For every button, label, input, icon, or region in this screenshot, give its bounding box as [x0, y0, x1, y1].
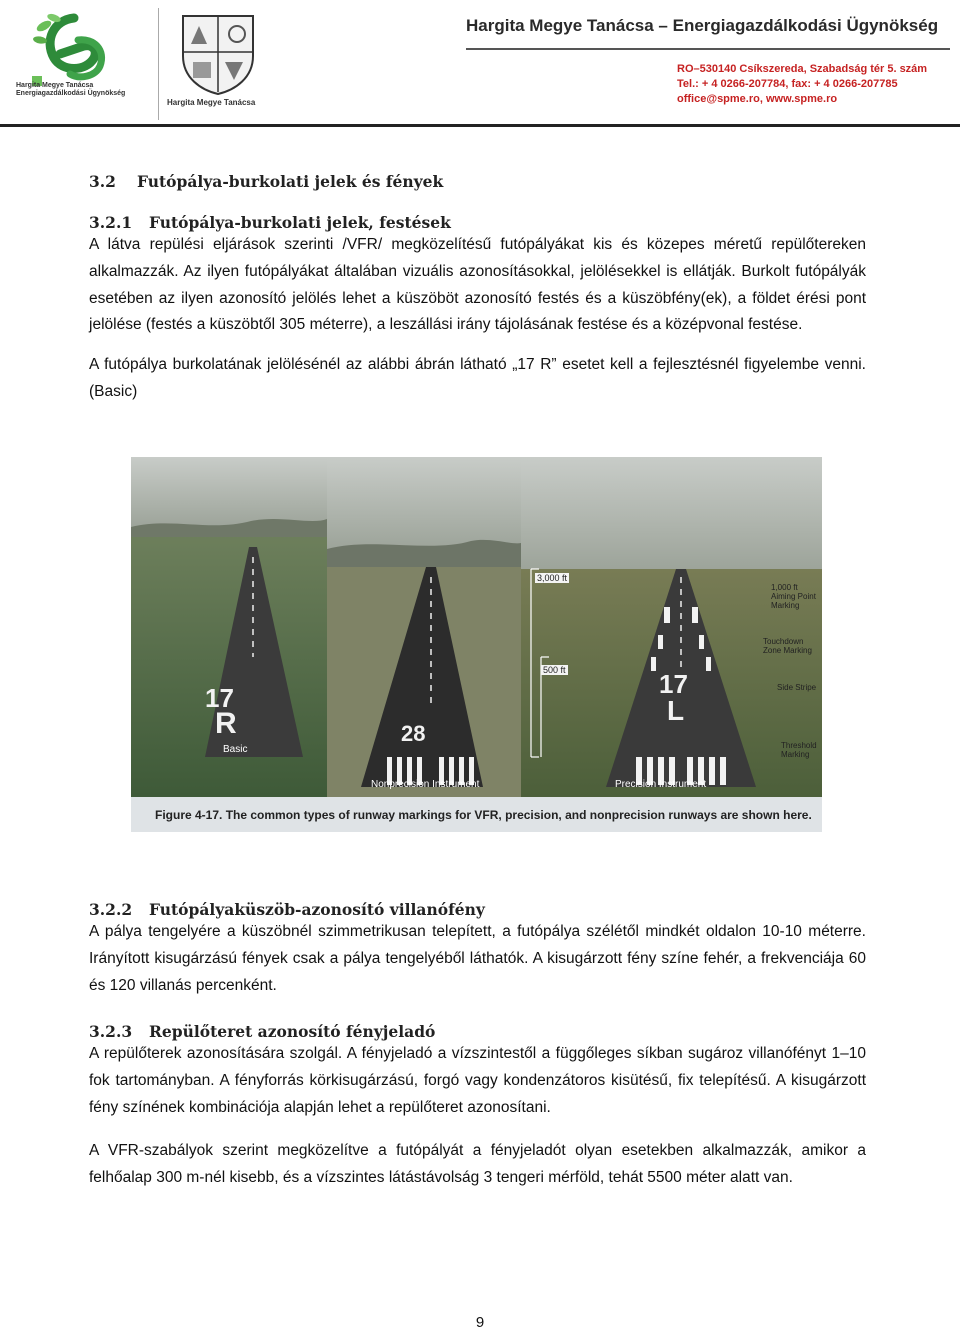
annotation-aiming-point: 1,000 ft Aiming Point Marking — [771, 583, 816, 610]
runway-number-17: 17 — [205, 683, 234, 713]
organization-divider — [466, 48, 950, 50]
header-divider — [0, 124, 960, 127]
runway-letter-l: L — [667, 695, 685, 726]
page-number: 9 — [475, 1314, 485, 1331]
runway-number-28: 28 — [401, 721, 426, 746]
contact-info: RO–530140 Csíkszereda, Szabadság tér 5. szám Tel.: + 4 0266-207784, fax: + 4 0266-207785 office@spme.ro, www.spme.ro — [677, 63, 928, 105]
county-crest — [158, 8, 279, 120]
panel-label-nonprecision: Nonprecision Instrument — [371, 779, 480, 790]
section-3-2-2-paragraph: A pálya tengelyére a küszöbnél szimmetrikusan telepített, a futópálya szélétől mindkét oldalon 10-10 méterre. Irányított kisugárzású fények csak a pálya tengelyéből láthatók. A kisugárzott fény színe fehér, a frekvenciája 60 és 120 villanás percenként. — [89, 923, 866, 994]
distance-3000ft: 3,000 ft — [537, 573, 568, 583]
distance-500ft: 500 ft — [543, 665, 566, 675]
figure-caption: Figure 4-17. The common types of runway markings for VFR, precision, and nonprecision runways are shown here. — [155, 808, 812, 822]
section-3-2-2 — [89, 900, 866, 999]
section-3-2-3 — [89, 1022, 866, 1192]
section-3-2-1 — [89, 213, 866, 406]
section-3-2-1-heading: 3.2.1 Futópálya-burkolati jelek, festések — [89, 213, 451, 232]
crest-caption: Hargita Megye Tanácsa — [167, 98, 256, 107]
panel-label-basic: Basic — [223, 744, 248, 755]
letterhead — [0, 0, 960, 127]
section-3-2-3-paragraph-2: A VFR-szabályok szerint megközelítve a futópályát a fényjeladót olyan esetekben alkalmazzák, amikor a felhőalap 300 m-nél kisebb, és a vízszintes látástávolság 3 tengeri mérföld, tehát 5500 méter alatt van. — [89, 1142, 866, 1187]
section-3-2-heading: 3.2 Futópálya-burkolati jelek és fények — [89, 172, 444, 191]
annotation-side-stripe: Side Stripe — [777, 683, 817, 692]
organization-name: Hargita Megye Tanácsa – Energiagazdálkodási Ügynökség — [466, 16, 939, 35]
section-3-2-1-paragraph-2: A futópálya burkolatának jelölésénél az alábbi ábrán látható „17 R” esetet kell a fejlesztésnél figyelembe venni. (Basic) — [89, 356, 866, 400]
panel-label-precision: Precision Instrument — [615, 779, 707, 790]
crest-shield-icon — [179, 12, 257, 96]
section-3-2-2-heading: 3.2.2 Futópályaküszöb-azonosító villanófény — [89, 900, 485, 919]
section-3-2-3-heading: 3.2.3 Repülőteret azonosító fényjeladó — [89, 1022, 436, 1041]
runway-letter-r: R — [215, 707, 237, 740]
precision-runway-photo — [521, 457, 822, 797]
agency-e-logo — [14, 10, 152, 118]
runway-markings-figure — [131, 457, 822, 832]
section-3-2-3-paragraph-1: A repülőterek azonosítására szolgál. A fényjeladó a vízszintestől a függőleges síkban sugároz villanófényt 1–10 fok tartományban. A fényforrás körkisugárzású, forgó vagy kondenzátoros kisütésű, fix telepítésű. A kisugárzott fény színének kombinációja alapján lehet a repülőteret azonosítani. — [89, 1045, 866, 1116]
annotation-threshold: Threshold Marking — [781, 741, 817, 759]
section-3-2-1-paragraph-1: A látva repülési eljárások szerinti /VFR/ megközelítésű futópályákat kis és közepes méretű repülőtereken alkalmazzák. Az ilyen futópályákat általában vizuális azonosításokkal, jelölésekkel is ellátják. Burkolt futópályák esetében az ilyen azonosító jelölés lehet a küszöböt azonosító festés és a küszöbfény(ek), a földet érési pont jelölése (festés a küszöbtől 305 méterre), a leszállási irány tájolásának festése és a középvonal festése. — [89, 236, 866, 334]
agency-logo-caption: Hargita Megye Tanácsa Energiagazdálkodási Ügynökség — [16, 82, 126, 97]
runway-number-17-precision: 17 — [659, 669, 688, 699]
annotation-touchdown-zone: Touchdown Zone Marking — [763, 637, 812, 655]
